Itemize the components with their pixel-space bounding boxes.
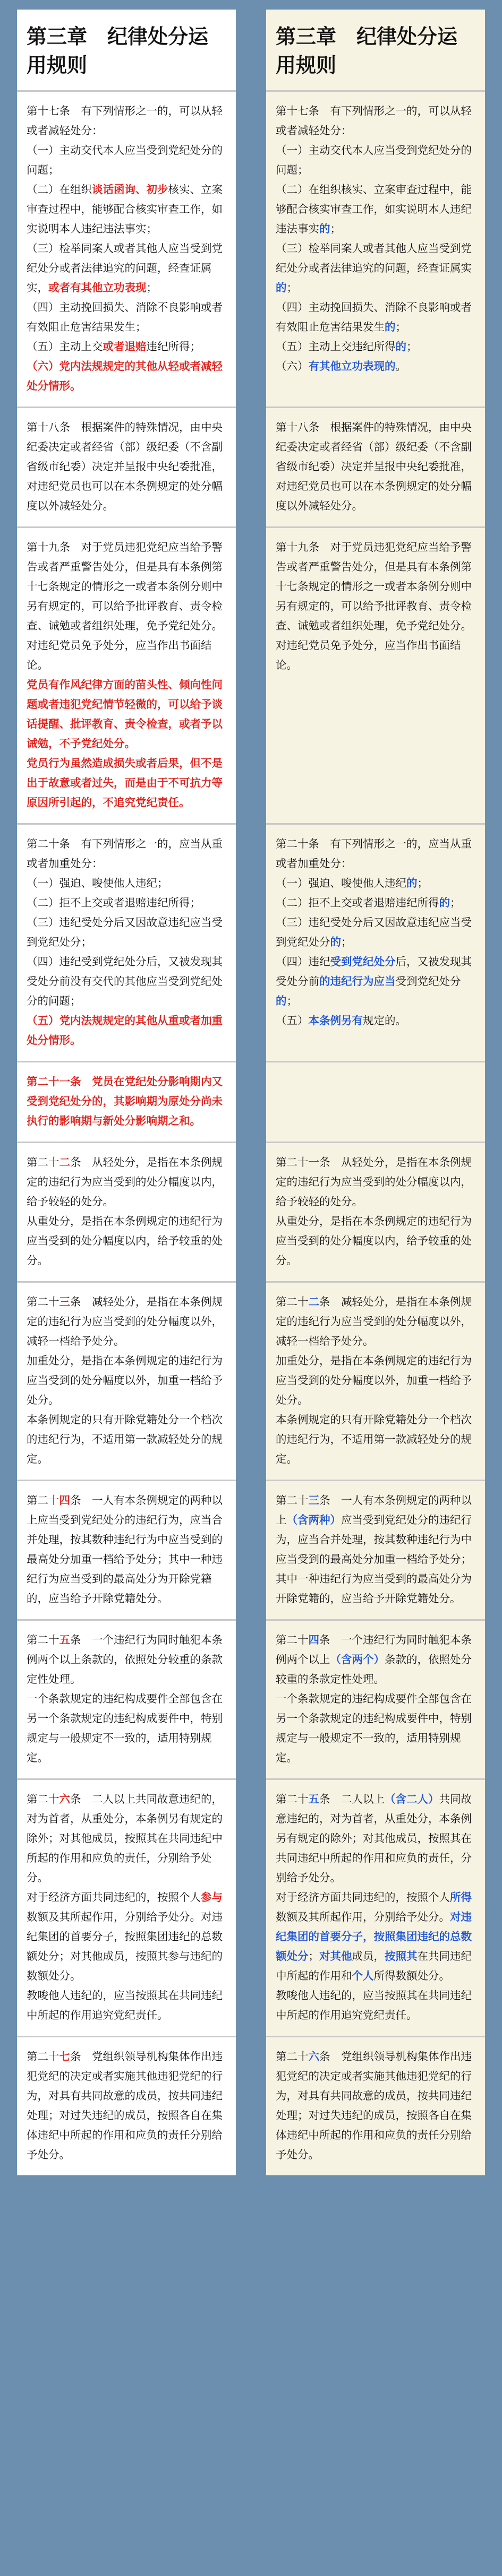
article-paragraph [276,337,475,357]
article-paragraph [276,874,475,893]
article-paragraph [27,1072,226,1131]
article-text: 数额及其所起作用，分别给予处分。对违纪集团的首要分子，按照集团违纪的总数额处分；对其他成员，按照其参与违纪的数额处分。 [27,1911,223,1982]
added-text: 的 [319,222,330,235]
old-article-cell [17,407,236,526]
deleted-text: （六）党内法规规定的其他从轻或者减轻处分情形。 [27,360,223,392]
article-paragraph [276,1351,475,1410]
article-text: （五）主动上交 [27,340,103,353]
added-text: 的 [276,995,287,1007]
article-text: 成员， [352,1950,385,1963]
article-paragraph [27,1888,226,1986]
article-paragraph [276,538,475,675]
article-text: 从重处分，是指在本条例规定的违纪行为应当受到的处分幅度以内，给予较重的处分。 [27,1215,223,1267]
article-paragraph [27,1410,226,1469]
article-text: ； [406,340,418,353]
article-paragraph [276,952,475,1011]
article-text: 教唆他人违纪的，应当按照其在共同违纪中所起的作用追究党纪责任。 [276,1989,472,2021]
article-paragraph [27,101,226,141]
added-text: 的违纪行为应当 [319,975,396,988]
article-paragraph [27,1689,226,1768]
article-paragraph [276,1888,475,1986]
old-article-cell [17,1061,236,1142]
article-paragraph [27,1351,226,1410]
article-paragraph [276,1011,475,1031]
article-text: 第十八条 根据案件的特殊情况，由中央纪委决定或者经省（部）级纪委（不含副省级市纪委）决定并呈报中央纪委批准，对违纪党员也可以在本条例规定的处分幅度以外减轻处分。 [276,421,472,512]
added-text: 的 [406,877,418,889]
added-text: 本条例另有 [308,1014,363,1027]
added-text: 六 [308,2050,319,2063]
new-article-cell [266,823,485,1061]
article-text: （二）在组织核实、立案审查过程中，能够配合核实审查工作，如实说明本人违纪违法事实 [276,183,472,235]
article-text: （六） [276,360,309,373]
article-text: 条 从轻处分，是指在本条例规定的违纪行为应当受到的处分幅度以内，给予较轻的处分。 [276,1156,472,1208]
added-text: （含二人） [385,1793,439,1805]
article-paragraph [276,357,475,376]
article-text: 对于经济方面共同违纪的，按照个人 [276,1891,450,1904]
article-paragraph [27,675,226,754]
article-text: （二）在组织 [27,183,92,196]
article-paragraph [276,418,475,516]
article-text: ； [450,896,461,909]
article-text: 所得数额处分。 [373,1969,450,1982]
article-text: （五） [276,1014,309,1027]
article-text: （三）检举同案人或者其他人应当受到党纪处分或者法律追究的问题，经查证属实 [276,242,472,274]
article-paragraph [276,1689,475,1768]
article-paragraph [27,754,226,812]
old-article-cell [17,1142,236,1281]
article-paragraph [276,1410,475,1469]
added-text: 的 [439,896,450,909]
article-text: ； [146,281,157,294]
article-paragraph [27,538,226,675]
article-text: ； [330,222,341,235]
article-text: 第二十条 有下列情形之一的，应当从重或者加重处分： [27,837,223,870]
new-article-cell [266,1281,485,1480]
old-article-cell [17,823,236,1061]
article-paragraph [276,1790,475,1888]
article-text: 第二十 [27,1793,59,1805]
article-text: 第二十 [27,2050,59,2063]
added-text: （含两种） [286,1514,341,1526]
article-text: 条 一个违纪行为同时触犯本条例两个以上条款的，依照处分较重的条款定性处理。 [27,1633,223,1685]
article-text: 条 减轻处分，是指在本条例规定的违纪行为应当受到的处分幅度以外，减轻一档给予处分。 [27,1295,223,1347]
deleted-text: 谈话函询、初步 [92,183,168,196]
article-text: 第二十 [27,1156,59,1169]
added-text: 所得 [450,1891,472,1904]
article-text: 对于经济方面共同违纪的，按照个人 [27,1891,201,1904]
article-text: （四）主动挽回损失、消除不良影响或者有效阻止危害结果发生 [276,301,472,333]
article-paragraph [27,1630,226,1689]
deleted-text: 四 [59,1494,70,1507]
old-article-cell [17,90,236,407]
new-article-cell [266,2036,485,2175]
article-text: （二）拒不上交或者退赔违纪所得； [27,896,201,909]
article-text: 条款的，依照处分较重的条款定性处理。 [276,1653,472,1685]
article-paragraph [276,1491,475,1609]
article-text: 条 党组织领导机构集体作出违犯党纪的决定或者实施其他违犯党纪的行为，对具有共同故意的成员，按共同违纪处理；对过失违纪的成员，按照各自在集体违纪中所起的作用和应负的责任分别给予处分。 [27,2050,223,2161]
article-paragraph [27,337,226,357]
added-text: 按照其 [385,1950,418,1963]
deleted-text: 参与 [201,1891,223,1904]
article-paragraph [276,1212,475,1270]
article-text: 第十九条 对于党员违犯党纪应当给予警告或者严重警告处分，但是具有本条例第十七条规定的情形之一或者本条例分则中另有规定的，可以给予批评教育、责令检查、诫勉或者组织处理，免予党纪处分。对违纪党员免予处分，应当作出书面结论。 [27,541,223,671]
left-chapter-title: 第三章 纪律处分运用规则 [17,10,236,90]
article-text: 条 一人有本条例规定的两种以上应当受到党纪处分的违纪行为，应当合并处理，按其数种违纪行为中应当受到的最高处分加重一档给予处分；其中一种违纪行为应当受到的最高处分为开除党籍的，应当给予开除党籍处分。 [27,1494,223,1605]
new-article-cell [266,1142,485,1281]
article-text: 第二十 [276,1793,309,1805]
article-paragraph [276,1292,475,1351]
added-text: 一 [308,1156,319,1169]
article-text: （一）主动交代本人应当受到党纪处分的问题； [276,144,472,176]
article-text: 第二十 [27,1295,59,1308]
added-text: 三 [308,1494,319,1507]
added-text: 四 [308,1633,319,1646]
article-text: 本条例规定的只有开除党籍处分一个档次的违纪行为，不适用第一款减轻处分的规定。 [27,1413,223,1465]
article-text: ； [395,321,406,333]
article-text: 应当受到党纪处分的违纪行为，应当合并处理，按其数种违纪行为中应当受到的最高处分加重一档给予处分；其中一种违纪行为应当受到的最高处分为开除党籍的，应当给予开除党籍处分。 [276,1514,472,1605]
deleted-text: 五 [59,1633,70,1646]
added-text: 有其他立功表现的 [308,360,396,373]
added-text: 的 [330,936,341,948]
article-text: 违纪所得； [146,340,201,353]
article-text: ； [417,877,428,889]
added-text: 的 [276,281,287,294]
article-text: 第二十 [27,1633,59,1646]
article-paragraph [27,952,226,1011]
article-paragraph [27,1491,226,1609]
article-text: 本条例规定的只有开除党籍处分一个档次的违纪行为，不适用第一款减轻处分的规定。 [276,1413,472,1465]
article-paragraph [27,913,226,952]
article-paragraph [27,834,226,874]
added-text: 二 [308,1295,319,1308]
deleted-text: 第二十一条 党员在党纪处分影响期内又受到党纪处分的，其影响期为原处分尚未执行的影响期与新处分影响期之和。 [27,1075,223,1127]
article-text: 后，又被发现其受处分前 [276,955,472,988]
article-text: 共同故意违纪的，对为首者，从重处分，本条例另有规定的除外；对其他成员，按照其在共同违纪中所起的作用和应负的责任，分别给予处分。 [276,1793,472,1884]
article-text: 第十七条 有下列情形之一的，可以从轻或者减轻处分： [276,105,472,137]
new-article-cell [266,1480,485,1619]
article-text: （一）强迫、唆使他人违纪 [276,877,406,889]
article-text: （四）违纪受到党纪处分后，又被发现其受处分前没有交代的其他应当受到党纪处分的问题； [27,955,223,1007]
article-text: 加重处分，是指在本条例规定的违纪行为应当受到的处分幅度以外，加重一档给予处分。 [27,1354,223,1406]
article-text: ； [286,281,297,294]
article-paragraph [276,180,475,239]
article-text: 数额及其所起作用，分别给予处分。 [276,1911,450,1923]
new-article-cell [266,1619,485,1778]
article-paragraph [27,2047,226,2165]
article-text: 。 [395,360,406,373]
article-text: ； [308,1950,319,1963]
deleted-text: 党员有作风纪律方面的苗头性、倾向性问题或者违犯党纪情节轻微的，可以给予谈话提醒、批评教育、责令检查，或者予以诫勉，不予党纪处分。 [27,678,223,750]
article-text: 一个条款规定的违纪构成要件全部包含在另一个条款规定的违纪构成要件中，特别规定与一般规定不一致的，适用特别规定。 [27,1692,223,1764]
article-text: （三）违纪受处分后又因故意违纪应当受到党纪处分 [276,916,472,948]
article-text: （二）拒不上交或者退赔违纪所得 [276,896,439,909]
article-text: 第二十条 有下列情形之一的，应当从重或者加重处分： [276,837,472,870]
article-paragraph [276,893,475,913]
article-text: 第二十 [276,1633,309,1646]
article-paragraph [27,893,226,913]
article-text: 第二十 [276,1156,309,1169]
article-paragraph [276,1986,475,2025]
new-article-cell [266,90,485,407]
article-paragraph [276,1153,475,1212]
article-text: 条 二人以上共同故意违纪的，对为首者，从重处分，本条例另有规定的除外；对其他成员，按照其在共同违纪中所起的作用和应负的责任，分别给予处分。 [27,1793,223,1884]
article-text: （一）主动交代本人应当受到党纪处分的问题； [27,144,223,176]
article-text: （一）强迫、唆使他人违纪； [27,877,168,889]
old-article-cell [17,1480,236,1619]
deleted-text: 七 [59,2050,70,2063]
article-paragraph [27,357,226,396]
article-text: 核实、立案审查过程中，能够配合核实审查工作，如实说明本人违纪违法事实； [27,183,223,235]
old-article-cell [17,526,236,823]
new-article-cell [266,1778,485,2036]
article-text: 受到党纪处分 [395,975,461,988]
article-text: 条 二人以上 [319,1793,385,1805]
article-text: 第十九条 对于党员违犯党纪应当给予警告或者严重警告处分，但是具有本条例第十七条规定的情形之一或者本条例分则中另有规定的，可以给予批评教育、责令检查、诫勉或者组织处理，免予党纪处分。对违纪党员免予处分，应当作出书面结论。 [276,541,472,671]
article-text: 条 减轻处分，是指在本条例规定的违纪行为应当受到的处分幅度以外，减轻一档给予处分。 [276,1295,472,1347]
new-article-cell [266,407,485,526]
deleted-text: 二 [59,1156,70,1169]
added-text: 的 [395,340,406,353]
article-paragraph [276,239,475,298]
article-paragraph [27,1011,226,1050]
article-paragraph [276,298,475,337]
article-paragraph [27,874,226,893]
article-paragraph [27,239,226,298]
article-text: ； [286,995,297,1007]
deleted-text: 或者有其他立功表现 [48,281,147,294]
article-paragraph [27,180,226,239]
article-text: 第二十 [276,2050,309,2063]
article-text: （五）主动上交违纪所得 [276,340,396,353]
article-text: 条 一个违纪行为同时触犯本条例两个以上 [276,1633,472,1666]
old-article-cell [17,1778,236,2036]
article-text: 第二十 [276,1295,309,1308]
article-paragraph [276,141,475,180]
added-text: 的 [385,321,396,333]
old-article-cell [17,1619,236,1778]
added-text: 受到党纪处分 [330,955,396,968]
article-text: 第十八条 根据案件的特殊情况，由中央纪委决定或者经省（部）级纪委（不含副省级市纪委）决定并呈报中央纪委批准，对违纪党员也可以在本条例规定的处分幅度以外减轻处分。 [27,421,223,512]
article-text: 条 从轻处分，是指在本条例规定的违纪行为应当受到的处分幅度以内，给予较轻的处分。 [27,1156,223,1208]
right-chapter-title: 第三章 纪律处分运用规则 [266,10,485,90]
article-paragraph [27,1790,226,1888]
article-paragraph [27,141,226,180]
article-paragraph [27,1292,226,1351]
article-paragraph [276,2047,475,2165]
article-text: （四）违纪 [276,955,330,968]
article-text: ； [341,936,352,948]
article-text: 第二十 [27,1494,59,1507]
old-article-cell [17,1281,236,1480]
article-paragraph [27,1986,226,2025]
article-text: 教唆他人违纪的，应当按照其在共同违纪中所起的作用追究党纪责任。 [27,1989,223,2021]
article-paragraph [27,1153,226,1212]
added-text: 对违纪集团的首要分子，按照集团违纪的总数额处分 [276,1911,472,1963]
deleted-text: 党员行为虽然造成损失或者后果，但不是出于故意或者过失，而是由于不可抗力等原因所引起的，不追究党纪责任。 [27,757,223,809]
article-text: （四）主动挽回损失、消除不良影响或者有效阻止危害结果发生； [27,301,223,333]
deleted-text: 六 [59,1793,70,1805]
article-paragraph [276,834,475,874]
added-text: 个人 [352,1969,374,1982]
article-paragraph [276,1630,475,1689]
added-text: 五 [308,1793,319,1805]
article-text: 第十七条 有下列情形之一的，可以从轻或者减轻处分： [27,105,223,137]
deleted-text: （五）党内法规规定的其他从重或者加重处分情形。 [27,1014,223,1047]
new-article-cell [266,1061,485,1142]
deleted-text: 或者退赔 [103,340,147,353]
article-text: （三）检举同案人或者其他人应当受到党纪处分或者法律追究的问题，经查证属实， [27,242,223,294]
article-text: 条 一人有本条例规定的两种以上 [276,1494,472,1526]
article-paragraph [276,101,475,141]
article-paragraph [27,1212,226,1270]
article-text: 一个条款规定的违纪构成要件全部包含在另一个条款规定的违纪构成要件中，特别规定与一般规定不一致的，适用特别规定。 [276,1692,472,1764]
article-text: 在共同违纪中所起的作用和 [276,1950,472,1982]
article-paragraph [276,913,475,952]
article-paragraph [27,418,226,516]
article-text: （三）违纪受处分后又因故意违纪应当受到党纪处分； [27,916,223,948]
article-text: 条 党组织领导机构集体作出违犯党纪的决定或者实施其他违犯党纪的行为，对具有共同故意的成员，按共同违纪处理；对过失违纪的成员，按照各自在集体违纪中所起的作用和应负的责任分别给予处分。 [276,2050,472,2161]
added-text: 对其他 [319,1950,352,1963]
article-text: 从重处分，是指在本条例规定的违纪行为应当受到的处分幅度以内，给予较重的处分。 [276,1215,472,1267]
deleted-text: 三 [59,1295,70,1308]
article-text: 加重处分，是指在本条例规定的违纪行为应当受到的处分幅度以外，加重一档给予处分。 [276,1354,472,1406]
new-article-cell [266,526,485,823]
comparison-table [17,10,485,2175]
article-paragraph [27,298,226,337]
added-text: （含两个） [330,1653,385,1666]
old-article-cell [17,2036,236,2175]
article-text: 规定的。 [363,1014,406,1027]
article-text: 第二十 [276,1494,309,1507]
